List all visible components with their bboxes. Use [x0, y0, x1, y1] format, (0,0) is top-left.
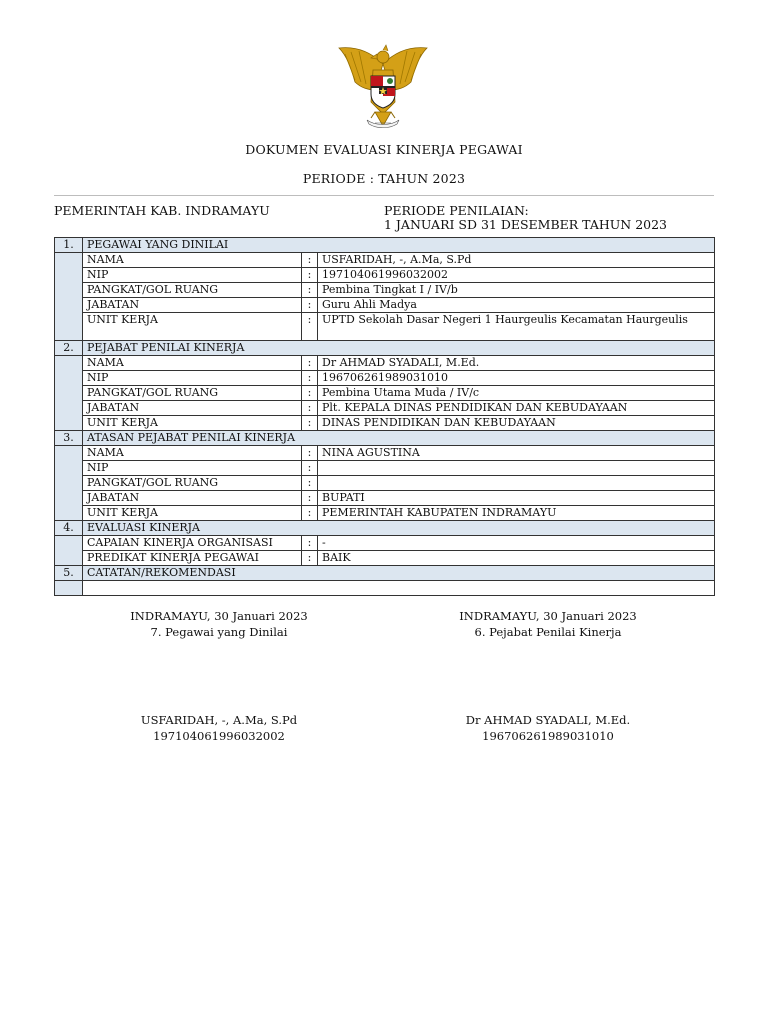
field-label: JABATAN: [83, 401, 302, 416]
section-number: 3.: [55, 431, 83, 446]
agency-name: PEMERINTAH KAB. INDRAMAYU: [54, 203, 270, 218]
section-number: 5.: [55, 566, 83, 581]
table-row: UNIT KERJA : PEMERINTAH KABUPATEN INDRAMAYU: [55, 506, 715, 521]
field-value: PEMERINTAH KABUPATEN INDRAMAYU: [318, 506, 715, 521]
field-label: PANGKAT/GOL RUANG: [83, 386, 302, 401]
table-row: PANGKAT/GOL RUANG :: [55, 476, 715, 491]
notes-area: [83, 581, 715, 596]
place-date: INDRAMAYU, 30 Januari 2023: [459, 609, 637, 623]
section-header: [55, 238, 715, 253]
field-label: PREDIKAT KINERJA PEGAWAI: [83, 551, 302, 566]
field-value: Pembina Tingkat I / IV/b: [318, 283, 715, 298]
garuda-emblem-icon: [333, 42, 433, 132]
table-row: [55, 581, 715, 596]
document-title: DOKUMEN EVALUASI KINERJA PEGAWAI: [245, 142, 523, 157]
table-row: NAMA : NINA AGUSTINA: [55, 446, 715, 461]
section-header: [55, 566, 715, 581]
section-header: [55, 341, 715, 356]
table-row: PANGKAT/GOL RUANG : Pembina Utama Muda / IV/c: [55, 386, 715, 401]
table-row: NIP : 196706261989031010: [55, 371, 715, 386]
field-label: CAPAIAN KINERJA ORGANISASI: [83, 536, 302, 551]
field-label: PANGKAT/GOL RUANG: [83, 476, 302, 491]
section-title: PEGAWAI YANG DINILAI: [83, 238, 715, 253]
field-label: NIP: [83, 268, 302, 283]
field-label: UNIT KERJA: [83, 416, 302, 431]
place-date: INDRAMAYU, 30 Januari 2023: [130, 609, 308, 623]
assessment-period-value: 1 JANUARI SD 31 DESEMBER TAHUN 2023: [384, 217, 668, 232]
section-number: 4.: [55, 521, 83, 536]
field-value: BUPATI: [318, 491, 715, 506]
signer-employee: [104, 712, 334, 744]
field-label: JABATAN: [83, 298, 302, 313]
signature-block-employee: [104, 608, 334, 640]
divider: [54, 195, 714, 196]
field-value: UPTD Sekolah Dasar Negeri 1 Haurgeulis Kecamatan Haurgeulis: [318, 313, 715, 341]
signer-assessor: [433, 712, 663, 744]
signer-name: USFARIDAH, -, A.Ma, S.Pd: [140, 713, 298, 727]
field-value: BAIK: [318, 551, 715, 566]
table-row: NAMA : Dr AHMAD SYADALI, M.Ed.: [55, 356, 715, 371]
field-value: 196706261989031010: [318, 371, 715, 386]
field-label: UNIT KERJA: [83, 313, 302, 341]
section-title: PEJABAT PENILAI KINERJA: [83, 341, 715, 356]
table-row: CAPAIAN KINERJA ORGANISASI : -: [55, 536, 715, 551]
signer-role: 7. Pegawai yang Dinilai: [150, 625, 288, 639]
table-row: JABATAN : Guru Ahli Madya: [55, 298, 715, 313]
field-label: NAMA: [83, 356, 302, 371]
field-value: DINAS PENDIDIKAN DAN KEBUDAYAAN: [318, 416, 715, 431]
field-value: [318, 461, 715, 476]
field-label: UNIT KERJA: [83, 506, 302, 521]
table-row: JABATAN : BUPATI: [55, 491, 715, 506]
field-value: Plt. KEPALA DINAS PENDIDIKAN DAN KEBUDAYAAN: [318, 401, 715, 416]
field-label: NIP: [83, 371, 302, 386]
assessment-period-label: PERIODE PENILAIAN:: [384, 203, 529, 218]
field-value: 197104061996032002: [318, 268, 715, 283]
field-value: -: [318, 536, 715, 551]
section-number: 2.: [55, 341, 83, 356]
field-value: Pembina Utama Muda / IV/c: [318, 386, 715, 401]
field-value: Guru Ahli Madya: [318, 298, 715, 313]
field-label: PANGKAT/GOL RUANG: [83, 283, 302, 298]
field-label: NAMA: [83, 253, 302, 268]
signer-nip: 197104061996032002: [153, 729, 285, 743]
table-row: PANGKAT/GOL RUANG : Pembina Tingkat I / IV/b: [55, 283, 715, 298]
document-period: PERIODE : TAHUN 2023: [302, 171, 466, 186]
table-row: PREDIKAT KINERJA PEGAWAI : BAIK: [55, 551, 715, 566]
table-row: NAMA : USFARIDAH, -, A.Ma, S.Pd: [55, 253, 715, 268]
section-header: [55, 431, 715, 446]
section-title: EVALUASI KINERJA: [83, 521, 715, 536]
signature-block-assessor: [433, 608, 663, 640]
table-row: JABATAN : Plt. KEPALA DINAS PENDIDIKAN DAN KEBUDAYAAN: [55, 401, 715, 416]
assessment-period: [384, 204, 667, 232]
evaluation-table: [54, 237, 715, 596]
field-value: Dr AHMAD SYADALI, M.Ed.: [318, 356, 715, 371]
field-value: NINA AGUSTINA: [318, 446, 715, 461]
field-value: [318, 476, 715, 491]
signer-name: Dr AHMAD SYADALI, M.Ed.: [465, 713, 631, 727]
field-label: JABATAN: [83, 491, 302, 506]
field-value: USFARIDAH, -, A.Ma, S.Pd: [318, 253, 715, 268]
section-header: [55, 521, 715, 536]
table-row: NIP : 197104061996032002: [55, 268, 715, 283]
table-row: NIP :: [55, 461, 715, 476]
signer-role: 6. Pejabat Penilai Kinerja: [474, 625, 622, 639]
section-title: ATASAN PEJABAT PENILAI KINERJA: [83, 431, 715, 446]
table-row: UNIT KERJA : DINAS PENDIDIKAN DAN KEBUDAYAAN: [55, 416, 715, 431]
table-row: UNIT KERJA : UPTD Sekolah Dasar Negeri 1 Haurgeulis Kecamatan Haurgeulis: [55, 313, 715, 341]
field-label: NAMA: [83, 446, 302, 461]
section-number: 1.: [55, 238, 83, 253]
signer-nip: 196706261989031010: [482, 729, 614, 743]
field-label: NIP: [83, 461, 302, 476]
section-title: CATATAN/REKOMENDASI: [83, 566, 715, 581]
